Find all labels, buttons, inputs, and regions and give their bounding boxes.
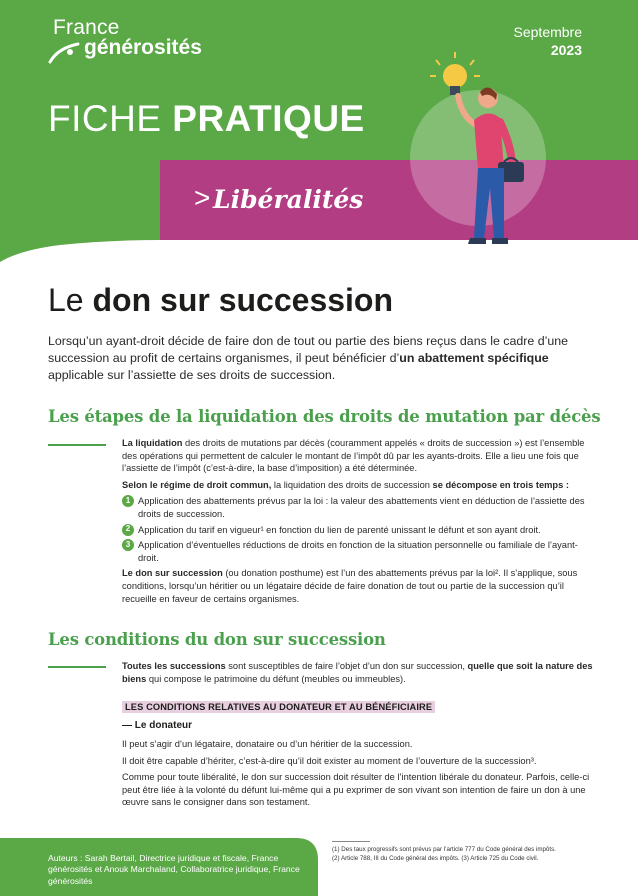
step-number-badge: 2: [122, 524, 134, 536]
donateur-body: [122, 738, 594, 813]
logo-name-line1: France: [53, 16, 120, 39]
section2-intro: Toutes les successions sont susceptibles de faire l’objet d’un don sur succession, quelle que soit la nature des biens qui compose le patrimoine du défunt (meubles ou immeubles).: [122, 661, 593, 684]
step-item-3: 3 Application d’éventuelles réductions de droits en fonction de la situation personnelle ou familiale de l’ayant-droit.: [122, 539, 594, 564]
logo-swoosh-icon: [48, 38, 82, 68]
step-item-2: 2 Application du tarif en vigueur¹ en fonction du lien de parenté unissant le défunt et son ayant droit.: [122, 524, 594, 537]
logo-name-line2: générosités: [84, 36, 202, 59]
footnote-line-1: (1) Des taux progressifs sont prévus par l’article 777 du Code général des impôts.: [332, 846, 556, 853]
section1-rule: [48, 444, 106, 446]
footnote-rule: [332, 841, 370, 842]
conditions-tag: LES CONDITIONS RELATIVES AU DONATEUR ET AU BÉNÉFICIAIRE: [122, 701, 435, 713]
step-number-badge: 1: [122, 495, 134, 507]
step-number-badge: 3: [122, 539, 134, 551]
footnote-line-2: (2) Article 788, III du Code général des impôts. (3) Article 725 du Code civil.: [332, 854, 539, 862]
donateur-line-2: Il doit être capable d’hériter, c’est-à-dire qu’il doit exister au moment de l’ouverture de la succession³.: [122, 755, 537, 766]
illustration-person-lightbulb: [400, 48, 580, 248]
fiche-pratique-title: FICHE PRATIQUE: [48, 98, 365, 139]
intro-paragraph: Lorsqu’un ayant-droit décide de faire don de tout ou partie des biens reçus dans le cadre d’une succession au profit de certains organismes, il peut bénéficier d’un abattement spécifique applicable sur l’assiette de ses droits de succession.: [48, 334, 569, 382]
category-label: Libéralités: [213, 185, 364, 214]
green-left-wave: [0, 160, 160, 240]
authors-credit: Auteurs : Sarah Bertail, Directrice juridique et fiscale, France générosités et Anouk Marchaland, Collaboratrice juridique, France générosités: [48, 853, 300, 886]
donateur-subheading: — Le donateur: [122, 720, 193, 731]
footnotes: [332, 846, 602, 863]
section2-rule: [48, 666, 106, 668]
section1-body: [122, 437, 594, 609]
donateur-line-3: Comme pour toute libéralité, le don sur succession doit résulter de l’intention libérale du donateur. Parfois, celle-ci peut être liée à la volonté du défunt lui-même qui a pu exprimer de son vivant son intention de faire un don à une œuvre sans le consigner dans son testament.: [122, 772, 590, 808]
section1-heading: Les étapes de la liquidation des droits de mutation par décès: [48, 407, 601, 426]
date-month: Septembre: [513, 24, 582, 40]
donateur-line-1: Il peut s’agir d’un légataire, donataire ou d’un héritier de la succession.: [122, 739, 413, 749]
section1-paragraph1: La liquidation des droits de mutations par décès (couramment appelés « droits de succession ») est l’ensemble des opérations qui permettent de calculer le montant de l’impôt dû par les ayants-droits. Elle a lieu une fois que l’assiette de l’impôt (c’est-à-dire, la base d’imposition) a été déterminée.: [122, 438, 585, 474]
page-title: Le don sur succession: [48, 282, 394, 318]
section2-heading: Les conditions du don sur succession: [48, 630, 386, 649]
section1-paragraph3: Le don sur succession (ou donation posthume) est l’un des abattements prévus par la loi². Il s’applique, sous conditions, lorsqu’un héritier ou un légataire décide de faire donation de tout ou partie de la succession qu’il recueille en faveur de certains organismes.: [122, 568, 578, 604]
step-item-1: 1 Application des abattements prévus par la loi : la valeur des abattements vient en déduction de l’assiette des droits de succession.: [122, 495, 594, 520]
category-chevron-icon: >: [194, 182, 211, 213]
section1-paragraph2: Selon le régime de droit commun, la liquidation des droits de succession se décompose en trois temps :: [122, 479, 569, 490]
lightbulb-icon: [430, 52, 480, 95]
date-year: 2023: [550, 42, 582, 58]
